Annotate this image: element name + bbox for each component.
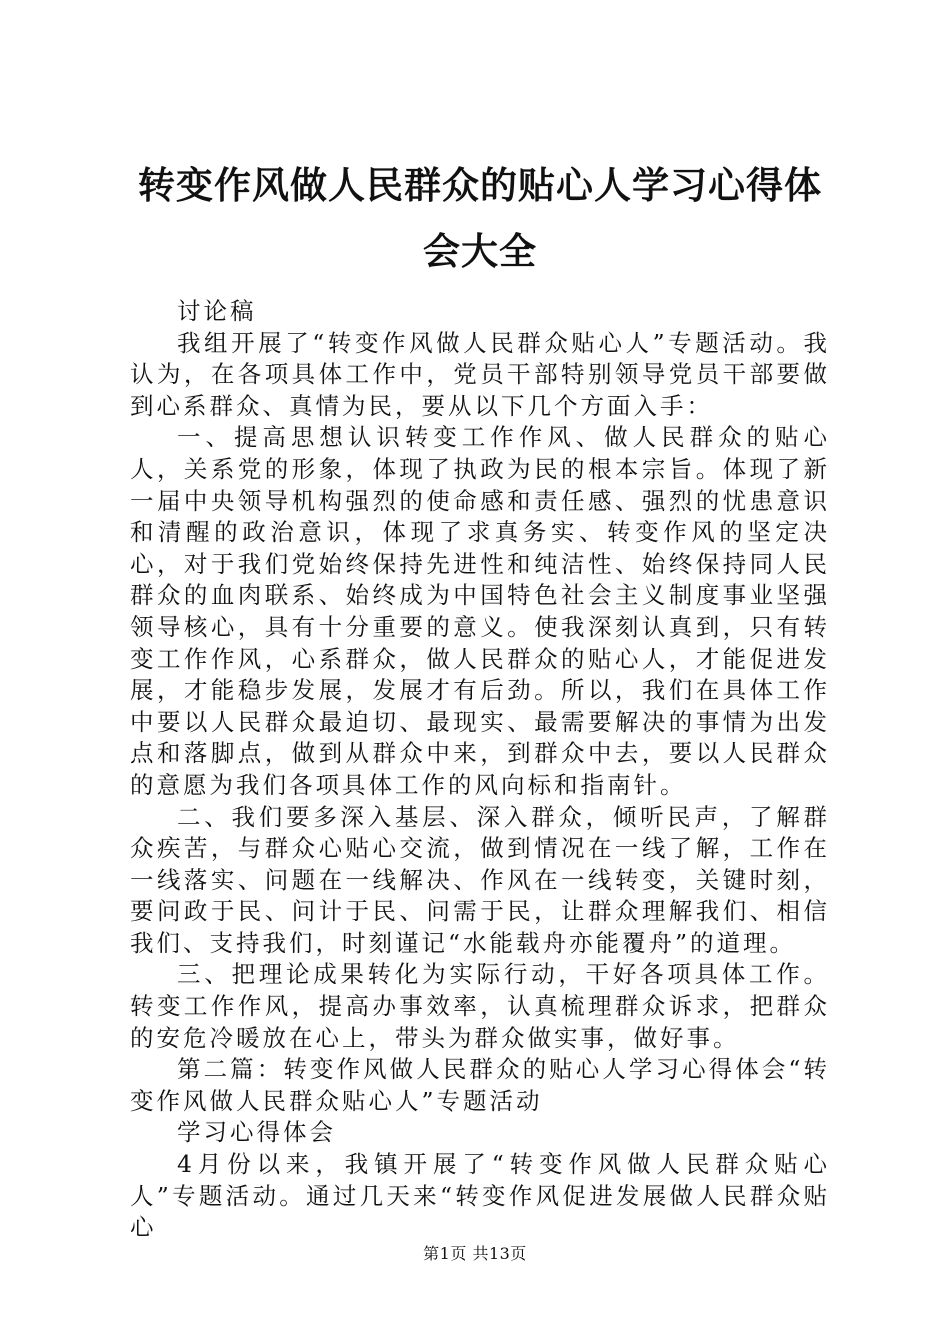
document-title: 转变作风做人民群众的贴心人学习心得体会大全	[138, 163, 822, 273]
paragraph-point-two: 二、我们要多深入基层、深入群众，倾听民声，了解群众疾苦，与群众心贴心交流，做到情况在一线了解，工作在一线落实、问题在一线解决、作风在一线转变，关键时刻，要问政于民、问计于民、问需于民，让群众理解我们、相信我们、支持我们，时刻谨记“水能载舟亦能覆舟”的道理。	[130, 802, 830, 957]
paragraph-part-two-body: 4月份以来，我镇开展了“转变作风做人民群众贴心人”专题活动。通过几天来“转变作风促进发展做人民群众贴心	[130, 1150, 830, 1242]
paragraph-point-three: 三、把理论成果转化为实际行动，干好各项具体工作。转变工作作风，提高办事效率，认真梳理群众诉求，把群众的安危冷暖放在心上，带头为群众做实事，做好事。	[130, 960, 830, 1052]
paragraph-draft-label: 讨论稿	[177, 297, 257, 325]
paragraph-intro: 我组开展了“转变作风做人民群众贴心人”专题活动。我认为，在各项具体工作中，党员干部特别领导党员干部要做到心系群众、真情为民，要从以下几个方面入手：	[130, 328, 830, 420]
document-body	[130, 296, 830, 1244]
page-footer: 第1页 共13页	[423, 1244, 527, 1263]
paragraph-part-two-heading: 第二篇：转变作风做人民群众的贴心人学习心得体会“转变作风做人民群众贴心人”专题活动	[130, 1055, 830, 1115]
paragraph-point-one: 一、提高思想认识转变工作作风、做人民群众的贴心人，关系党的形象，体现了执政为民的根本宗旨。体现了新一届中央领导机构强烈的使命感和责任感、强烈的忧患意识和清醒的政治意识，体现了求真务实、转变作风的坚定决心，对于我们党始终保持先进性和纯洁性、始终保持同人民群众的血肉联系、始终成为中国特色社会主义制度事业坚强领导核心，具有十分重要的意义。使我深刻认真到，只有转变工作作风，心系群众，做人民群众的贴心人，才能促进发展，才能稳步发展，发展才有后劲。所以，我们在具体工作中要以人民群众最迫切、最现实、最需要解决的事情为出发点和落脚点，做到从群众中来，到群众中去，要以人民群众的意愿为我们各项具体工作的风向标和指南针。	[130, 423, 830, 799]
paragraph-part-two-subtitle: 学习心得体会	[177, 1118, 336, 1147]
